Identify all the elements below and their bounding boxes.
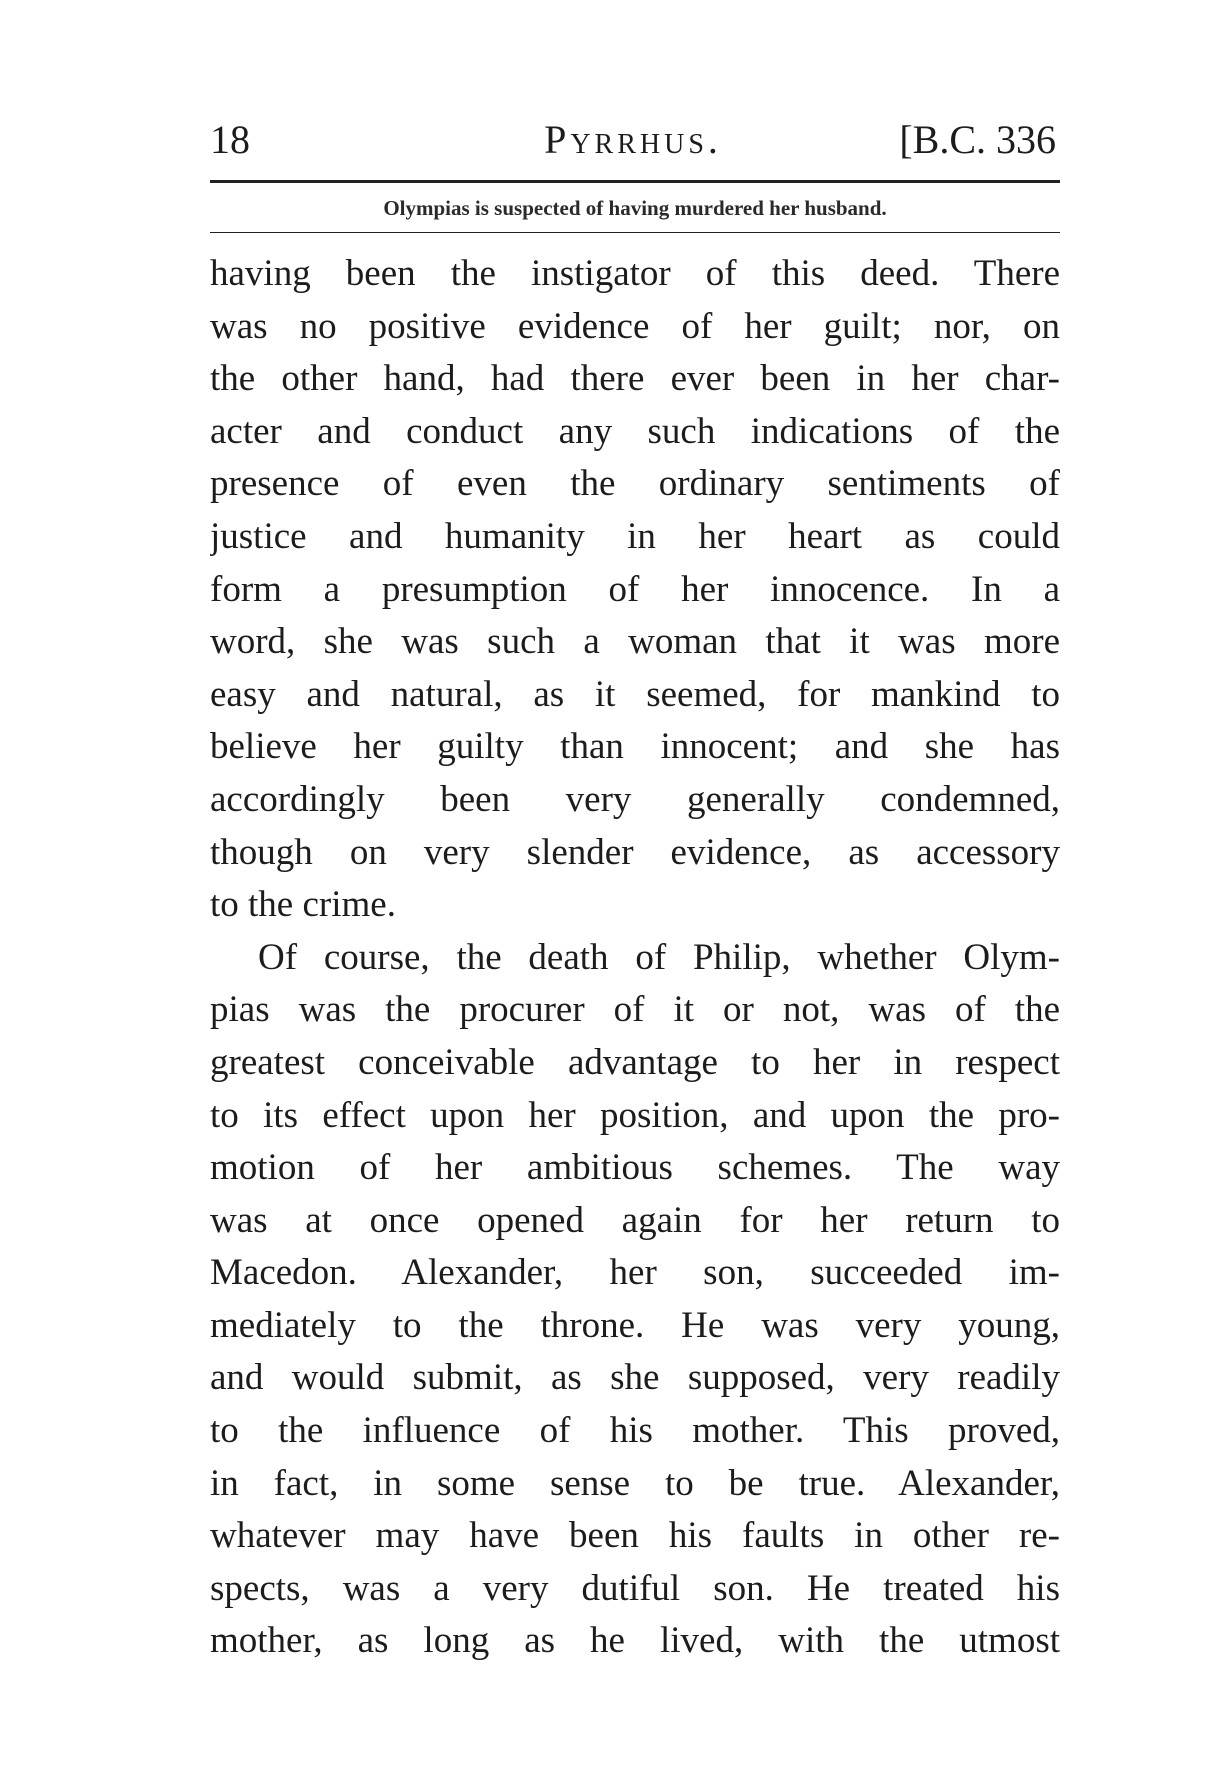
- body-text: [210, 248, 1060, 1668]
- text-line: having been the instigator of this deed. There: [210, 253, 1060, 294]
- text-line: Of course, the death of Philip, whether Olym-: [258, 936, 1060, 978]
- text-line: though on very slender evidence, as accessory: [210, 831, 1060, 873]
- text-line: pias was the procurer of it or not, was of the: [210, 989, 1060, 1031]
- text-line: easy and natural, as it seemed, for mankind to: [210, 673, 1060, 715]
- page-number: 18: [210, 117, 250, 162]
- text-line: spects, was a very dutiful son. He treated his: [210, 1567, 1060, 1609]
- text-line: and would submit, as she supposed, very readily: [210, 1357, 1060, 1399]
- text-line: justice and humanity in her heart as could: [210, 515, 1060, 557]
- header-rule-top: [210, 180, 1060, 183]
- text-line: greatest conceivable advantage to her in respect: [210, 1041, 1060, 1083]
- text-line: Macedon. Alexander, her son, succeeded im-: [210, 1252, 1060, 1294]
- text-line: to its effect upon her position, and upon the pro-: [210, 1094, 1060, 1136]
- running-title: Pyrrhus.: [544, 117, 722, 162]
- text-line: believe her guilty than innocent; and she has: [210, 726, 1060, 768]
- text-line: whatever may have been his faults in other re-: [210, 1515, 1060, 1557]
- paragraph-2: [210, 932, 1060, 1668]
- text-line: was at once opened again for her return to: [210, 1199, 1060, 1241]
- text-line: motion of her ambitious schemes. The way: [210, 1147, 1060, 1189]
- text-line: the other hand, had there ever been in her char-: [210, 358, 1060, 400]
- text-line: was no positive evidence of her guilt; nor, on: [210, 305, 1060, 347]
- text-line: acter and conduct any such indications of the: [210, 410, 1060, 452]
- text-line: accordingly been very generally condemned,: [210, 778, 1060, 820]
- text-line: form a presumption of her innocence. In a: [210, 568, 1060, 610]
- text-line: word, she was such a woman that it was more: [210, 621, 1060, 663]
- text-line: to the crime.: [210, 884, 396, 926]
- paragraph-1: [210, 248, 1060, 932]
- text-line: mother, as long as he lived, with the utmost: [210, 1620, 1060, 1662]
- header-rule-bottom: [210, 232, 1060, 233]
- text-line: presence of even the ordinary sentiments of: [210, 463, 1060, 505]
- date-reference: [B.C. 336: [899, 117, 1056, 162]
- text-line: to the influence of his mother. This proved,: [210, 1410, 1060, 1452]
- running-head: [210, 112, 1056, 168]
- text-line: mediately to the throne. He was very young,: [210, 1304, 1060, 1346]
- page-summary: Olympias is suspected of having murdered her husband.: [383, 196, 887, 220]
- text-line: in fact, in some sense to be true. Alexander,: [210, 1462, 1060, 1504]
